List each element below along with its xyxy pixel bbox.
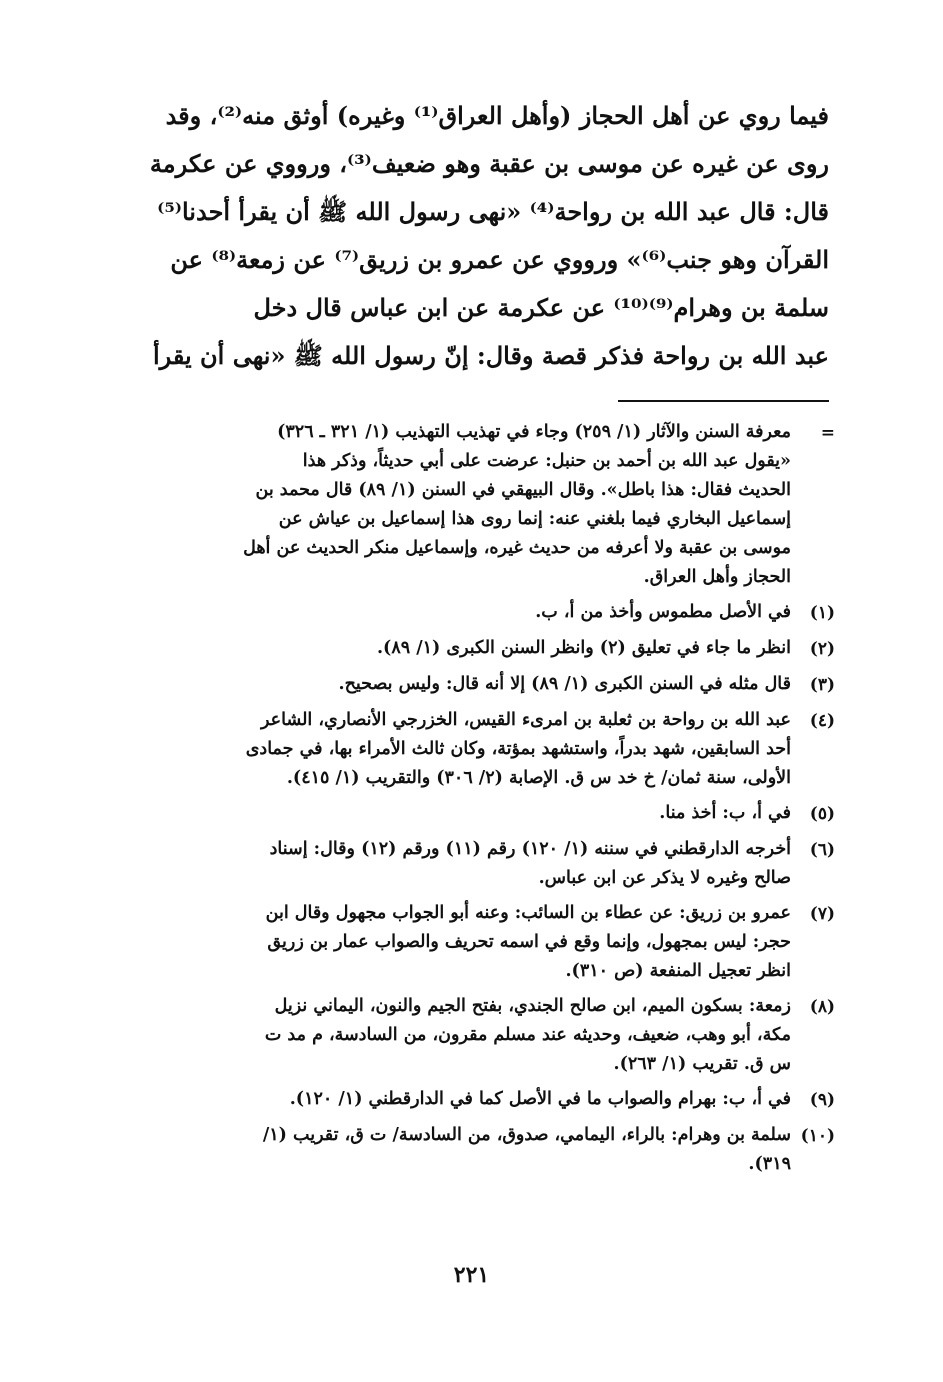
footnote-line: موسى بن عقبة ولا أعرفه من حديث غيره، وإسماعيل منكر الحديث عن أهل [243, 538, 791, 558]
footnote-number: (٢) [809, 639, 835, 659]
footnote-line: صالح وغيره لا يذكر عن ابن عباس. [538, 868, 791, 888]
footnote-number: = [820, 423, 835, 443]
footnote-line: في أ، ب: أخذ منا. [659, 803, 791, 823]
footnote-line: س ق. تقريب (١/ ٢٦٣). [613, 1054, 791, 1074]
footnote-line: في الأصل مطموس وأخذ من أ، ب. [535, 602, 791, 622]
footnote-9 [135, 1085, 835, 1115]
footnote-number: (٩) [809, 1090, 835, 1110]
footnote-number: (٦) [809, 840, 835, 860]
footnote-number: (١) [809, 603, 835, 623]
footnote-line: قال مثله في السنن الكبرى (١/ ٨٩) إلا أنه قال: وليس بصحيح. [338, 674, 791, 694]
main-text-line: عبد الله بن رواحة فذكر قصة وقال: إنّ رسول الله ﷺ «نهى أن يقرأ [152, 341, 829, 370]
main-text-line: قال: قال عبد الله بن رواحة⁽⁴⁾ «نهى رسول الله ﷺ أن يقرأ أحدنا⁽⁵⁾ [157, 197, 829, 226]
footnote-line: أحد السابقين، شهد بدراً، واستشهد بمؤتة، وكان ثالث الأمراء بها، في جمادى [245, 739, 791, 759]
footnote-line: الأولى، سنة ثمان/ خ خد س ق. الإصابة (٢/ ٣٠٦) والتقريب (١/ ٤١٥). [286, 768, 791, 788]
footnote-2 [135, 634, 835, 664]
footnote-line: الحديث فقال: هذا باطل». وقال البيهقي في السنن (١/ ٨٩) قال محمد بن [255, 480, 791, 500]
footnote-1 [135, 598, 835, 628]
footnote-line: انظر ما جاء في تعليق (٢) وانظر السنن الكبرى (١/ ٨٩). [376, 638, 791, 658]
main-text-line: القرآن وهو جنب⁽⁶⁾» ورووي عن عمرو بن زريق⁽⁷⁾ عن زمعة⁽⁸⁾ عن [170, 245, 829, 274]
footnote-5 [135, 799, 835, 829]
footnote-line: زمعة: بسكون الميم، ابن صالح الجندي، بفتح الجيم والنون، اليماني نزيل [274, 996, 791, 1016]
footnote-line: مكة، أبو وهب، ضعيف، وحديثه عند مسلم مقرون، من السادسة، م مد ت [264, 1025, 791, 1045]
footnote-line: انظر تعجيل المنفعة (ص ٣١٠). [565, 961, 791, 981]
page-number: ٢٢١ [453, 1262, 490, 1288]
main-text-line: سلمة بن وهرام⁽⁹⁾⁽¹⁰⁾ عن عكرمة عن ابن عباس قال دخل [253, 293, 829, 322]
footnote-10 [135, 1121, 835, 1179]
footnote-line: في أ، ب: بهرام والصواب ما في الأصل كما في الدارقطني (١/ ١٢٠). [289, 1089, 791, 1109]
footnote-number: (٨) [809, 997, 835, 1017]
footnote-line: «يقول عبد الله بن أحمد بن حنبل: عرضت على أبي حديثاً، وذكر هذا [302, 451, 791, 471]
main-text-line: روى عن غيره عن موسى بن عقبة وهو ضعيف⁽³⁾، ورووي عن عكرمة [149, 149, 829, 178]
footnote-line: عمرو بن زريق: عن عطاء بن السائب: وعنه أبو الجواب مجهول وقال ابن [265, 903, 791, 923]
footnote-line: الحجاز وأهل العراق. [643, 567, 791, 587]
footnote-6 [135, 835, 835, 893]
footnote-number: (٥) [809, 804, 835, 824]
footnote-3 [135, 670, 835, 700]
footnote-line: حجر: ليس بمجهول، وإنما وقع في اسمه تحريف والصواب عمار بن زريق [267, 932, 791, 952]
footnote-number: (١٠) [800, 1126, 835, 1146]
main-text [135, 92, 829, 380]
footnote-line: إسماعيل البخاري فيما بلغني عنه: إنما روى هذا إسماعيل بن عياش عن [278, 509, 791, 529]
footnote-line: معرفة السنن والآثار (١/ ٢٥٩) وجاء في تهذيب التهذيب (١/ ٣٢١ ـ ٣٢٦) [277, 422, 791, 442]
footnote-line: عبد الله بن رواحة بن ثعلبة بن امرىء القيس، الخزرجي الأنصاري، الشاعر [261, 710, 791, 730]
footnotes [135, 418, 835, 1185]
footnote-4 [135, 706, 835, 793]
footnote-line: سلمة بن وهرام: بالراء، اليمامي، صدوق، من السادسة/ ت ق، تقريب (١/ [262, 1125, 791, 1145]
footnote-number: (٣) [809, 675, 835, 695]
footnote-separator [618, 400, 829, 402]
footnote-number: (٤) [809, 711, 835, 731]
footnote-7 [135, 899, 835, 986]
footnote-line: ٣١٩). [748, 1154, 791, 1174]
main-text-line: فيما روي عن أهل الحجاز (وأهل العراق⁽¹⁾ وغيره) أوثق منه⁽²⁾، وقد [165, 101, 829, 130]
footnote-line: أخرجه الدارقطني في سننه (١/ ١٢٠) رقم (١١) ورقم (١٢) وقال: إسناد [269, 839, 791, 859]
footnote-8 [135, 992, 835, 1079]
footnote-continued [135, 418, 835, 592]
footnote-number: (٧) [809, 904, 835, 924]
